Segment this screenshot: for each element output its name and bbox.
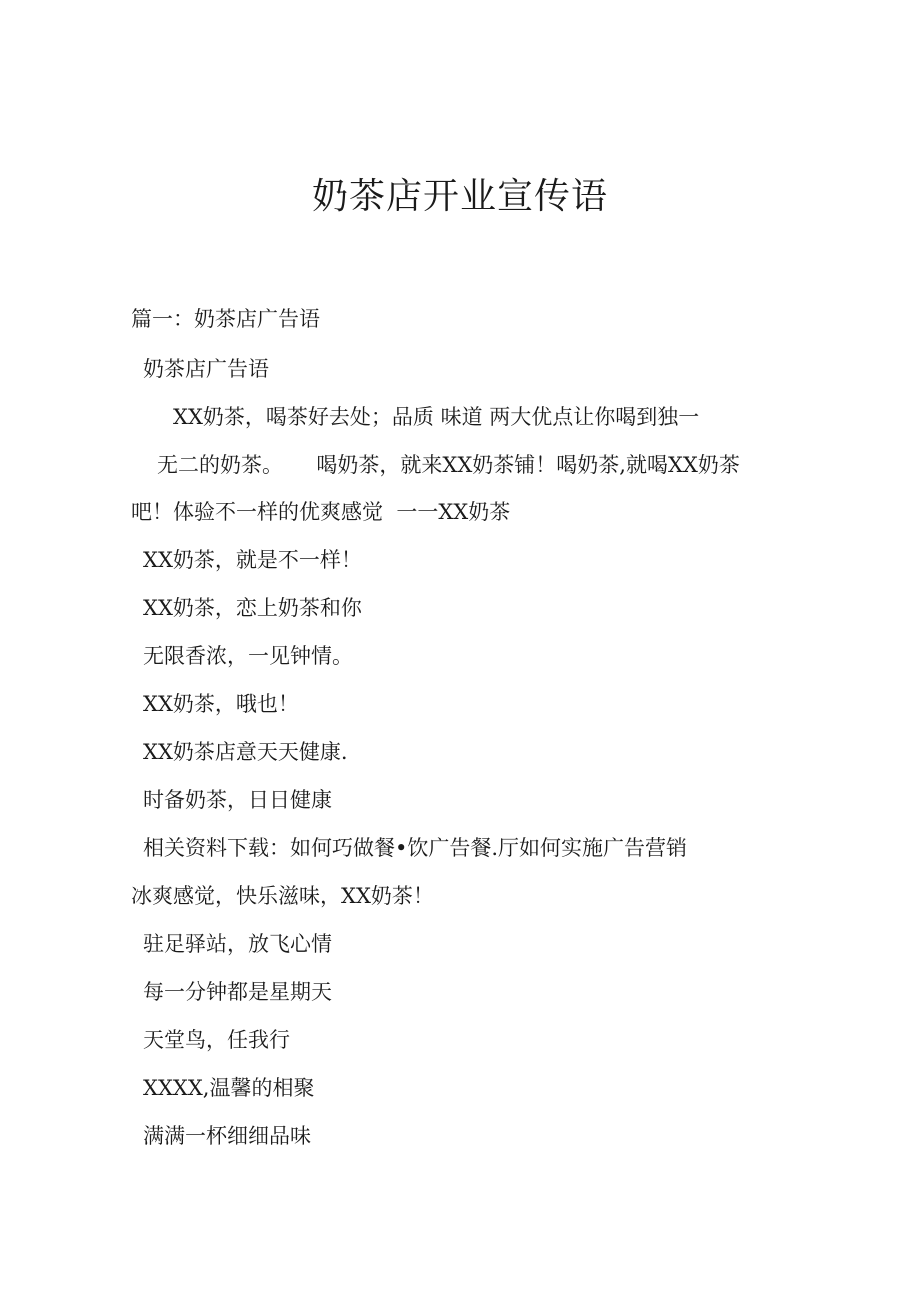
slogan-line: 每一分钟都是星期天 xyxy=(143,980,332,1004)
slogan-line: 天堂鸟，任我行 xyxy=(143,1028,290,1052)
slogan-line: XX奶茶，哦也！ xyxy=(143,692,299,716)
slogan-line: XXXX,温馨的相聚 xyxy=(143,1076,315,1100)
paragraph-line: 吧！体验不一样的优爽感觉 一一XX奶茶 xyxy=(131,500,511,524)
paragraph-line: 无二的奶茶。 喝奶茶，就来XX奶茶铺！喝奶茶,就喝XX奶茶 xyxy=(157,453,740,477)
slogan-line: 无限香浓，一见钟情。 xyxy=(143,644,353,668)
document-title: 奶茶店开业宣传语 xyxy=(311,176,608,217)
slogan-line: 满满一杯细细品味 xyxy=(143,1124,311,1148)
slogan-line: 驻足驿站，放飞心情 xyxy=(143,932,332,956)
subheading: 奶茶店广告语 xyxy=(143,357,269,381)
related-downloads-line: 相关资料下载：如何巧做餐•饮广告餐.厅如何实施广告营销 xyxy=(143,836,688,860)
slogan-line: XX奶茶，恋上奶茶和你 xyxy=(143,596,362,620)
slogan-line: XX奶茶店意天天健康. xyxy=(143,740,348,764)
slogan-line: 时备奶茶，日日健康 xyxy=(143,788,332,812)
slogan-line: 冰爽感觉，快乐滋味，XX奶茶！ xyxy=(131,884,434,908)
paragraph-line: XX奶茶，喝茶好去处；品质 味道 两大优点让你喝到独一 xyxy=(173,405,700,429)
section-heading: 篇一：奶茶店广告语 xyxy=(131,307,320,331)
slogan-line: XX奶茶，就是不一样！ xyxy=(143,548,362,572)
